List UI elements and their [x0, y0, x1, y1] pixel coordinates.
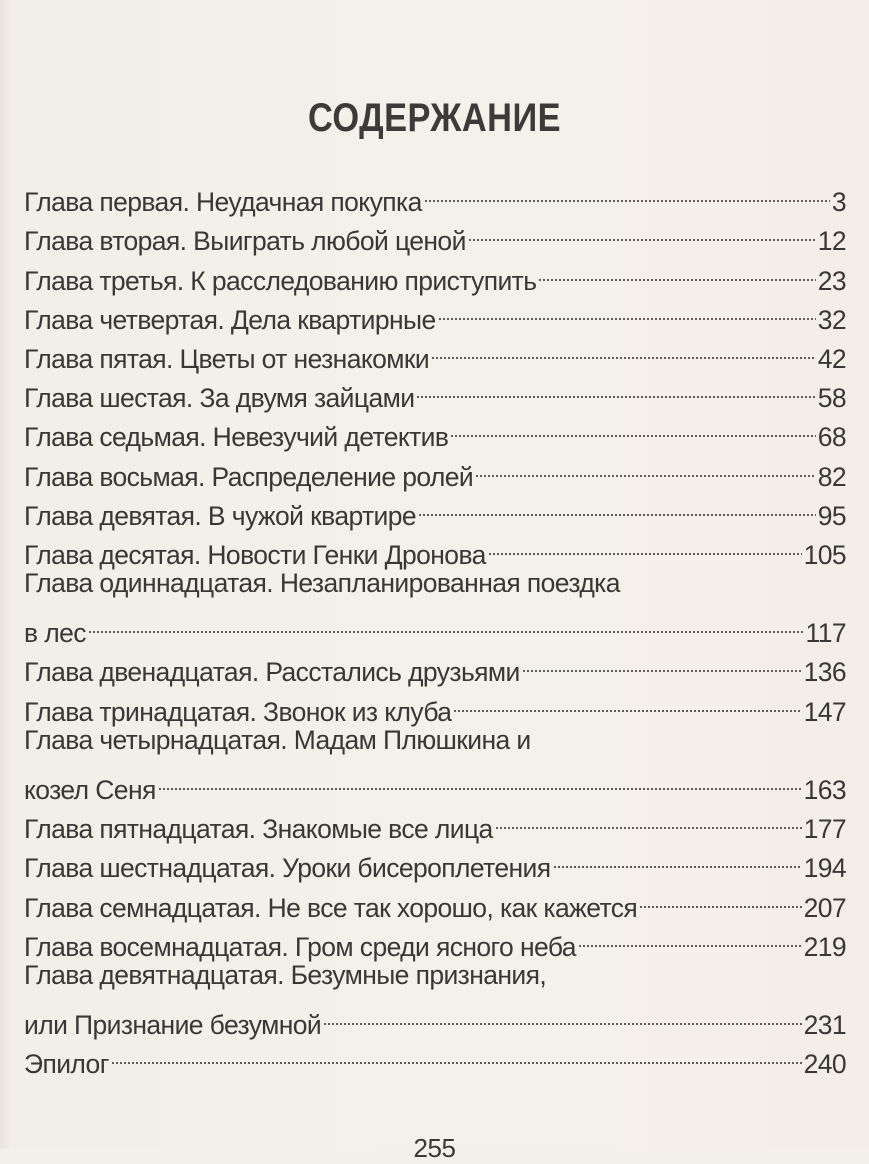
- dot-leader: [553, 838, 802, 877]
- entry-title: Глава вторая. Выиграть любой ценой: [24, 226, 466, 257]
- entry-title: Глава шестая. За двумя зайцами: [24, 383, 415, 414]
- entry-title: Глава девятая. В чужой квартире: [24, 500, 417, 531]
- dot-leader: [111, 1034, 802, 1073]
- entry-title: Глава четвертая. Дела квартирные: [24, 304, 436, 335]
- dot-leader: [475, 446, 816, 485]
- entry-page: 147: [803, 696, 846, 727]
- toc-entry-line1: [24, 721, 846, 760]
- entry-page: 231: [803, 1010, 846, 1041]
- toc-entry: [24, 172, 846, 218]
- toc-entry-line1: [24, 956, 846, 995]
- entry-page: 23: [817, 265, 846, 296]
- entry-page: 42: [817, 343, 846, 374]
- entry-title: Глава шестнадцатая. Уроки бисероплетения: [24, 853, 551, 884]
- entry-page: 194: [803, 853, 846, 884]
- toc-entry: [24, 760, 846, 805]
- entry-title: Глава первая. Неудачная покупка: [24, 187, 422, 218]
- entry-page: 207: [803, 892, 846, 923]
- table-of-contents: [24, 172, 846, 1080]
- dot-leader: [538, 250, 815, 289]
- entry-title: козел Сеня: [24, 775, 156, 805]
- entry-title: Глава восемнадцатая. Гром среди ясного неба: [24, 931, 576, 962]
- dot-leader: [431, 329, 816, 368]
- dot-leader: [450, 407, 815, 446]
- entry-page: 163: [803, 775, 846, 805]
- dot-leader: [488, 525, 802, 564]
- entry-title: Глава восьмая. Распределение ролей: [24, 461, 474, 492]
- dot-leader: [158, 760, 802, 799]
- toc-entry: [24, 995, 846, 1041]
- entry-title: Глава третья. К расследованию приступить: [24, 265, 537, 296]
- entry-title: Глава пятая. Цветы от незнакомки: [24, 343, 430, 374]
- entry-page: 177: [803, 814, 846, 845]
- entry-page: 58: [817, 383, 846, 414]
- entry-title-line1: Глава девятнадцатая. Безумные признания,: [24, 959, 547, 990]
- entry-title: Глава тринадцатая. Звонок из клуба: [24, 696, 452, 727]
- entry-title: в лес: [24, 618, 86, 649]
- entry-page: 117: [805, 618, 846, 649]
- toc-entry: [24, 1034, 846, 1080]
- entry-page: 32: [817, 304, 846, 335]
- entry-page: 82: [817, 461, 846, 492]
- dot-leader: [88, 603, 804, 642]
- page-number: 255: [413, 1133, 456, 1163]
- entry-title: Глава семнадцатая. Не все так хорошо, как кажется: [24, 892, 638, 923]
- dot-leader: [468, 211, 816, 250]
- entry-page: 12: [817, 226, 846, 257]
- dot-leader: [639, 877, 801, 916]
- entry-page: 136: [803, 657, 846, 688]
- dot-leader: [323, 995, 801, 1034]
- entry-title: Глава седьмая. Невезучий детектив: [24, 422, 449, 453]
- page-title: СОДЕРЖАНИЕ: [307, 96, 561, 140]
- entry-page: 95: [817, 500, 846, 531]
- entry-title: Глава десятая. Новости Генки Дронова: [24, 539, 486, 570]
- toc-entry: [24, 603, 846, 649]
- dot-leader: [418, 486, 816, 525]
- entry-page: 3: [831, 187, 846, 218]
- entry-title: Глава пятнадцатая. Знакомые все лица: [24, 814, 493, 845]
- entry-title: Глава двенадцатая. Расстались друзьями: [24, 657, 520, 688]
- entry-title-line1: Глава одиннадцатая. Незапланированная поездка: [24, 567, 620, 598]
- toc-entry: [24, 642, 846, 688]
- entry-title: или Признание безумной: [24, 1010, 322, 1041]
- entry-title-line1: Глава четырнадцатая. Мадам Плюшкина и: [24, 724, 531, 755]
- entry-page: 240: [803, 1049, 846, 1080]
- entry-page: 68: [817, 422, 846, 453]
- toc-entry-line1: [24, 564, 846, 603]
- dot-leader: [522, 642, 802, 681]
- entry-page: 219: [803, 931, 846, 962]
- entry-title: Эпилог: [24, 1049, 109, 1080]
- dot-leader: [495, 799, 802, 838]
- dot-leader: [438, 290, 816, 329]
- dot-leader: [578, 917, 802, 956]
- entry-page: 105: [803, 539, 846, 570]
- dot-leader: [424, 172, 830, 211]
- dot-leader: [453, 681, 801, 720]
- dot-leader: [416, 368, 815, 407]
